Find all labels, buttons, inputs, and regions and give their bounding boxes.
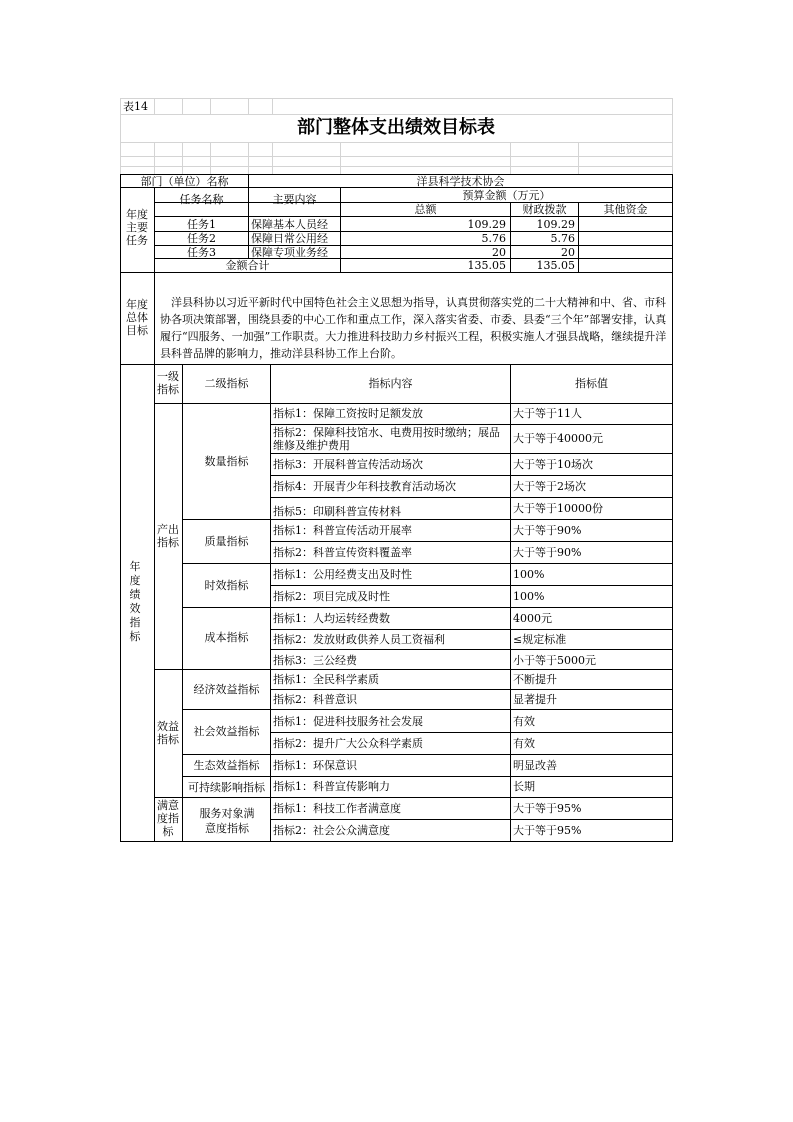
sum-fiscal: 135.05	[536, 259, 575, 272]
task-fiscal: 20	[561, 246, 575, 259]
sub-ecological: 生态效益指标	[193, 759, 260, 772]
task-total: 109.29	[467, 218, 506, 231]
indicator-content: 指标2：发放财政供养人员工资福利	[273, 633, 445, 646]
indicator-content: 指标5：印刷科普宣传材料	[273, 505, 401, 518]
indicator-value: 明显改善	[513, 759, 557, 772]
indicator-content: 指标3：开展科普宣传活动场次	[273, 458, 423, 471]
indicator-content: 指标2：社会公众满意度	[273, 824, 390, 837]
indicator-value: 大于等于10场次	[513, 458, 593, 471]
task-content: 保障日常公用经	[251, 232, 328, 245]
indicator-value: 有效	[513, 715, 535, 728]
indicator-content: 指标1：科技工作者满意度	[273, 802, 401, 815]
task-name-header: 任务名称	[179, 193, 224, 206]
indicator-value: 4000元	[513, 612, 552, 625]
sub-sustainable: 可持续影响指标	[188, 781, 265, 794]
sub-service: 服务对象满意度指标	[199, 807, 255, 835]
indicator-value: 显著提升	[513, 693, 557, 706]
sub-timeliness: 时效指标	[204, 579, 249, 592]
indicator-content: 指标4：开展青少年科技教育活动场次	[273, 480, 456, 493]
indicator-value: 小于等于5000元	[513, 654, 596, 667]
perf-section-label: 年度绩效指标	[129, 560, 141, 643]
sum-total: 135.05	[467, 259, 506, 272]
sub-quantity: 数量指标	[204, 455, 249, 468]
indicator-value: 大于等于90%	[513, 524, 582, 537]
sub-social: 社会效益指标	[193, 725, 260, 738]
value-header: 指标值	[575, 377, 608, 390]
task-fiscal: 5.76	[550, 232, 575, 245]
task-name: 任务3	[187, 246, 216, 259]
indicator-value: 大于等于11人	[513, 407, 582, 420]
indicator-value: 长期	[513, 780, 535, 793]
indicator-value: 有效	[513, 737, 535, 750]
indicator-content: 指标2：保障科技馆水、电费用按时缴纳；展品维修及维护费用	[273, 426, 500, 452]
indicator-content: 指标2：项目完成及时性	[273, 590, 390, 603]
tasks-section-label: 年度主要任务	[126, 208, 148, 247]
task-content: 保障基本人员经	[251, 218, 328, 231]
group-satisfaction: 满意度指标	[157, 799, 179, 838]
dept-label: 部门（单位）名称	[140, 175, 229, 188]
sub-cost: 成本指标	[204, 631, 249, 644]
indicator-content: 指标1：科普宣传活动开展率	[273, 524, 412, 537]
indicator-content: 指标2：提升广大公众科学素质	[273, 737, 423, 750]
table-label: 表14	[123, 100, 148, 113]
indicator-content: 指标1：公用经费支出及时性	[273, 568, 412, 581]
group-benefit: 效益指标	[157, 720, 179, 746]
indicator-content: 指标1：保障工资按时足额发放	[273, 407, 423, 420]
task-total: 20	[492, 246, 506, 259]
task-name: 任务2	[187, 232, 216, 245]
task-total: 5.76	[481, 232, 506, 245]
indicator-value: 大于等于95%	[513, 824, 582, 837]
goal-text: 洋县科协以习近平新时代中国特色社会主义思想为指导，认真贯彻落实党的二十大精神和中、省、市科协各项决策部署，围绕县委的中心工作和重点工作，深入落实省委、市委、县委“三个年”部署安排，认真履行“四服务、一加强”工作职责。大力推进科技助力乡村振兴工程，积极实施人才强县战略，继续提升洋县科普品牌的影响力，推动洋县科协工作上台阶。	[160, 296, 667, 360]
indicator-value: 不断提升	[513, 673, 557, 686]
indicator-value: 大于等于40000元	[513, 432, 603, 445]
indicator-value: 大于等于10000份	[513, 502, 603, 515]
sum-label: 金额合计	[225, 259, 270, 272]
indicator-content: 指标2：科普宣传资料覆盖率	[273, 546, 412, 559]
task-content: 保障专项业务经	[251, 246, 328, 259]
group-output: 产出指标	[157, 523, 179, 549]
indicator-content: 指标3：三公经费	[273, 654, 357, 667]
level2-header: 二级指标	[204, 377, 249, 390]
page-title: 部门整体支出绩效目标表	[297, 117, 495, 138]
task-fiscal: 109.29	[536, 218, 575, 231]
indicator-value: ≤规定标准	[513, 633, 567, 646]
indicator-content: 指标1：科普宣传影响力	[273, 780, 390, 793]
indicator-content: 指标1：环保意识	[273, 759, 357, 772]
fiscal-header: 财政拨款	[522, 203, 567, 216]
budget-header: 预算金额（万元）	[462, 189, 551, 202]
indicator-value: 大于等于95%	[513, 802, 582, 815]
sub-economic: 经济效益指标	[193, 683, 260, 696]
indicator-content: 指标1：促进科技服务社会发展	[273, 715, 423, 728]
indicator-content: 指标1：人均运转经费数	[273, 612, 390, 625]
task-name: 任务1	[187, 218, 216, 231]
indicator-value: 100%	[513, 568, 545, 581]
total-header: 总额	[414, 203, 437, 216]
indicator-value: 100%	[513, 590, 545, 603]
indicator-value: 大于等于90%	[513, 546, 582, 559]
level1-header: 一级指标	[157, 370, 179, 396]
content-header: 指标内容	[368, 377, 413, 390]
goal-label: 年度总体目标	[126, 298, 148, 337]
dept-name: 洋县科学技术协会	[416, 175, 505, 188]
indicator-content: 指标1：全民科学素质	[273, 673, 379, 686]
sub-quality: 质量指标	[204, 535, 249, 548]
task-content-header: 主要内容	[272, 193, 317, 206]
indicator-content: 指标2：科普意识	[273, 693, 357, 706]
other-header: 其他资金	[603, 203, 648, 216]
indicator-value: 大于等于2场次	[513, 480, 586, 493]
